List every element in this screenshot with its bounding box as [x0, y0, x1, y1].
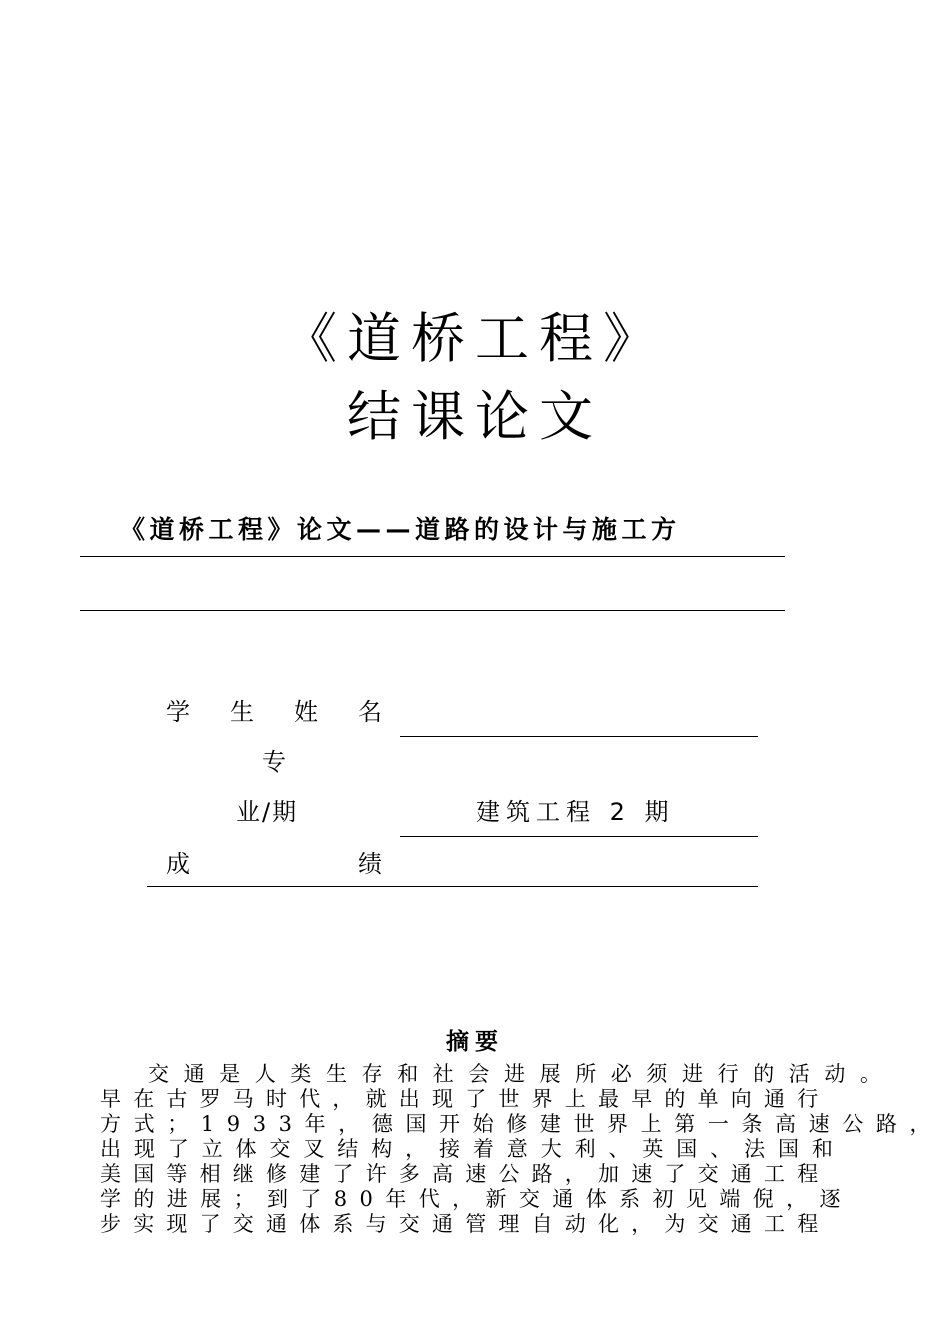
major-label-line2: 业/期	[236, 798, 299, 826]
score-label-right: 绩	[358, 850, 382, 878]
abstract-line: 出现了立体交叉结构，接着意大利、英国、法国和	[100, 1137, 846, 1161]
major-label-line1: 专	[262, 748, 286, 776]
abstract-line: 早在古罗马时代，就出现了世界上最早的单向通行	[100, 1087, 831, 1111]
subtitle-underline-2	[80, 610, 785, 611]
paper-subtitle: 《道桥工程》论文——道路的设计与施工方	[120, 515, 681, 544]
major-value: 建筑工程 2 期	[476, 798, 675, 826]
abstract-line: 方式；1933年，德国开始修建世界上第一条高速公路，	[100, 1112, 944, 1136]
student-name-label: 学生姓名	[166, 698, 422, 726]
abstract-heading: 摘要	[446, 1029, 504, 1055]
cover-title-line2: 结课论文	[347, 385, 603, 448]
cover-title-line1: 《道桥工程》	[283, 307, 667, 370]
abstract-line: 美国等相继修建了许多高速公路，加速了交通工程	[100, 1162, 831, 1186]
score-label-left: 成	[166, 850, 190, 878]
major-line	[400, 836, 758, 837]
student-name-line	[400, 736, 758, 737]
abstract-line: 交通是人类生存和社会进展所必须进行的活动。	[148, 1062, 896, 1086]
abstract-line: 步实现了交通体系与交通管理自动化，为交通工程	[100, 1212, 831, 1236]
abstract-line: 学的进展；到了80年代，新交通体系初见端倪，逐	[100, 1187, 853, 1211]
subtitle-underline-1	[80, 556, 785, 557]
score-line	[147, 886, 758, 887]
